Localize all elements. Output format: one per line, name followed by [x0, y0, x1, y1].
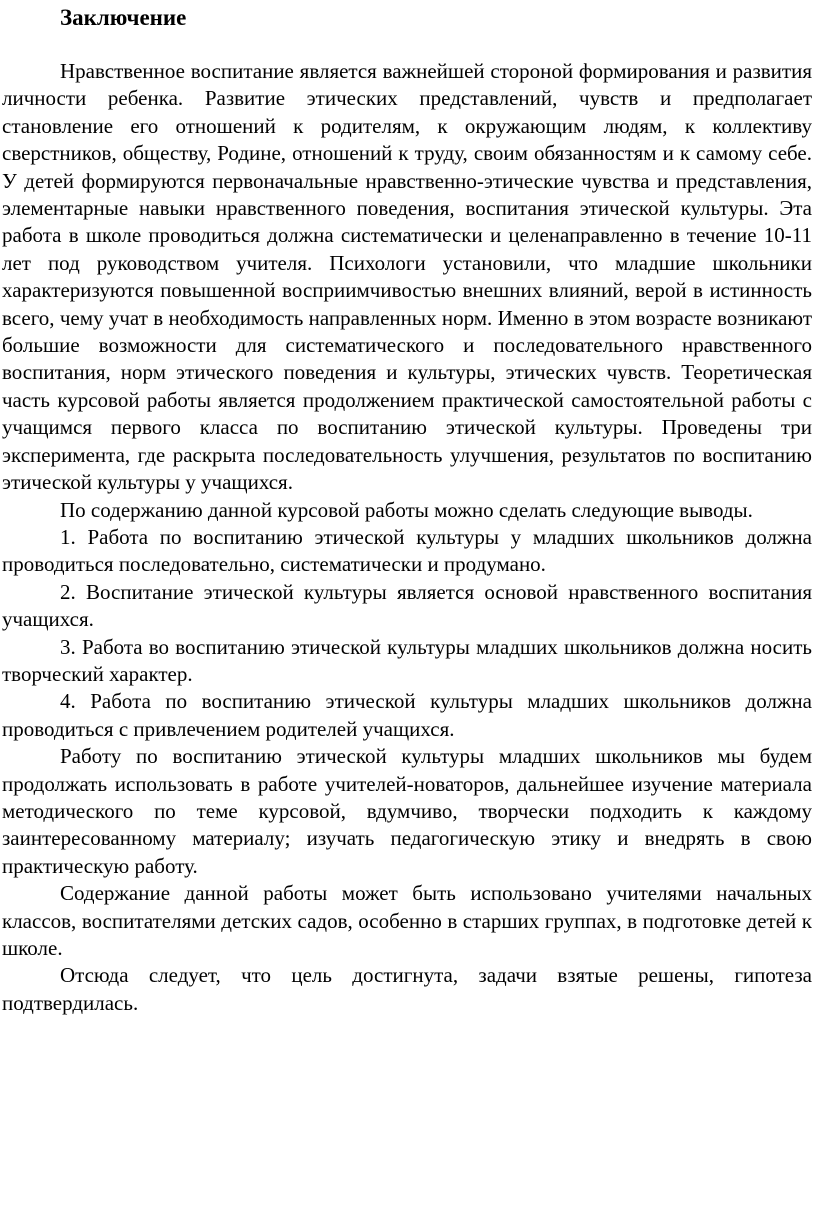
document-body: [2, 58, 812, 1017]
conclusion-item-3: 3. Работа во воспитанию этической культуры младших школьников должна носить творческий характер.: [2, 634, 812, 686]
paragraph-future-work: Работу по воспитанию этической культуры младших школьников мы будем продолжать использовать в работе учителей-новаторов, дальнейшее изучение материала методического по теме курсовой, вдумчиво, творчески подходить к каждому заинтересованному материалу; изучать педагогическую этику и внедрять в свою практическую работу.: [2, 744, 812, 878]
paragraph-intro: Нравственное воспитание является важнейшей стороной формирования и развития личности ребенка. Развитие этических представлений, чувств и предполагает становление его отношений к родителям, к окружающим людям, к коллективу сверстников, обществу, Родине, отношений к труду, своим обязанностям и к самому себе. У детей формируются первоначальные нравственно-этические чувства и представления, элементарные навыки нравственного поведения, воспитания этической культуры. Эта работа в школе проводиться должна систематически и целенаправленно в течение 10-11 лет под руководством учителя. Психологи установили, что младшие школьники характеризуются повышенной восприимчивостью внешних влияний, верой в истинность всего, чему учат в необходимость направленных норм. Именно в этом возрасте возникают большие возможности для систематического и последовательного нравственного воспитания, норм этического поведения и культуры, этических чувств. Теоретическая часть курсовой работы является продолжением практической самостоятельной работы с учащимся первого класса по воспитанию этической культуры. Проведены три эксперимента, где раскрыта последовательность улучшения, результатов по воспитанию этической культуры у учащихся.: [2, 59, 812, 495]
paragraph-usage: Содержание данной работы может быть использовано учителями начальных классов, воспитателями детских садов, особенно в старших группах, в подготовке детей к школе.: [2, 881, 812, 960]
conclusion-item-1: 1. Работа по воспитанию этической культуры у младших школьников должна проводиться последовательно, систематически и продумано.: [2, 524, 812, 577]
conclusion-item-2: 2. Воспитание этической культуры является основой нравственного воспитания учащихся.: [2, 579, 812, 632]
paragraph-final: Отсюда следует, что цель достигнута, задачи взятые решены, гипотеза подтвердилась.: [2, 963, 812, 1015]
conclusion-item-4: 4. Работа по воспитанию этической культуры младших школьников должна проводиться с привлечением родителей учащихся.: [2, 689, 812, 741]
paragraph-conclusions-lead: По содержанию данной курсовой работы можно сделать следующие выводы.: [60, 497, 753, 522]
page-title: Заключение: [60, 5, 187, 30]
